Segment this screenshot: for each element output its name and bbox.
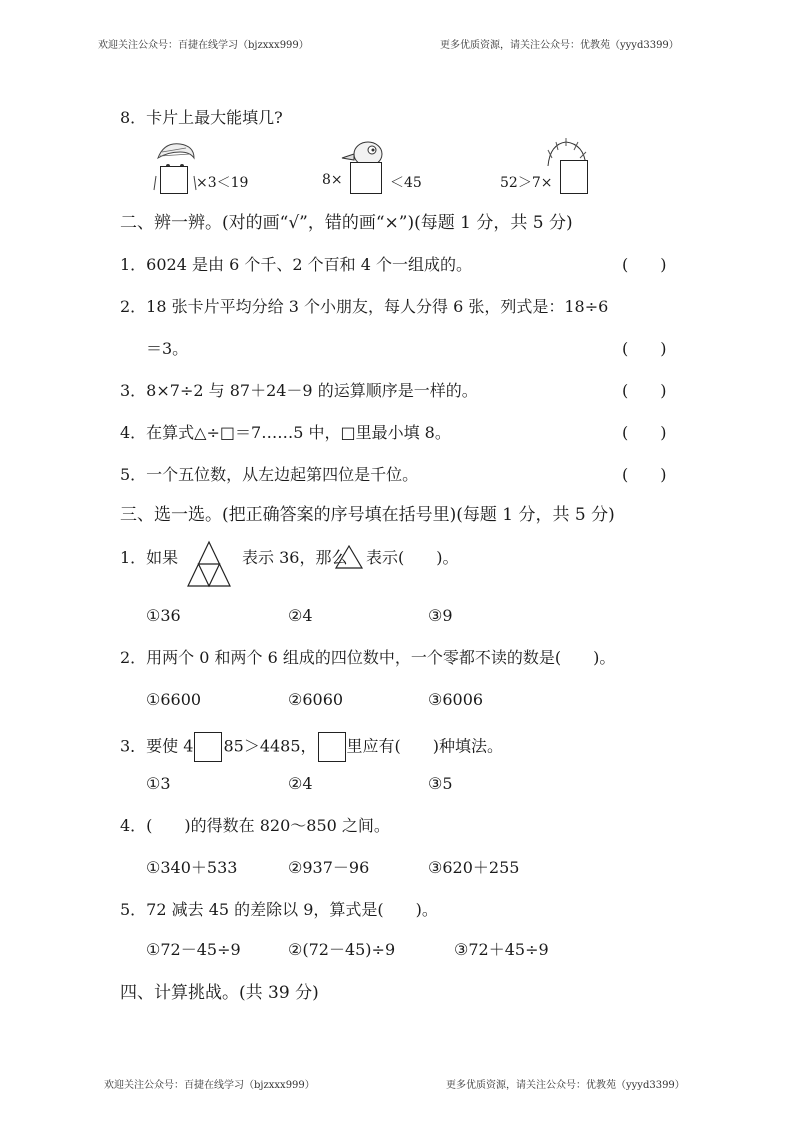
s2-answer-paren-4[interactable]: ( ) xyxy=(622,423,667,442)
s3-q1-option-3[interactable]: ③9 xyxy=(428,606,453,625)
header-left: 欢迎关注公众号：百捷在线学习（bjzxxx999） xyxy=(98,40,309,51)
s2-item-4: 4．在算式△÷□＝7……5 中，□里最小填 8。 xyxy=(120,423,451,442)
s3-q5-option-3[interactable]: ③72＋45÷9 xyxy=(454,940,549,959)
answer-card-box-2[interactable] xyxy=(350,162,382,194)
s2-answer-paren-1[interactable]: ( ) xyxy=(622,255,667,274)
header-right: 更多优质资源，请关注公众号：优教苑（yyyd3399） xyxy=(440,40,679,51)
triangle-grid-icon xyxy=(186,540,232,590)
small-triangle-icon xyxy=(334,544,364,570)
s2-answer-paren-2[interactable]: ( ) xyxy=(622,339,667,358)
s2-answer-paren-5[interactable]: ( ) xyxy=(622,465,667,484)
s3-q3-line xyxy=(120,732,503,762)
footer-right: 更多优质资源，请关注公众号：优教苑（yyyd3399） xyxy=(446,1080,685,1091)
s3-q1-option-1[interactable]: ①36 xyxy=(146,606,181,625)
s3-q5-option-1[interactable]: ①72－45÷9 xyxy=(146,940,241,959)
s2-item-5: 5．一个五位数，从左边起第四位是千位。 xyxy=(120,465,419,484)
s3-q1-part-a: 1．如果 xyxy=(120,548,179,567)
s3-q3-part-a: 3．要使 4 xyxy=(120,736,194,756)
s3-q3-part-c: 里应有( )种填法。 xyxy=(346,736,504,756)
q8-title: 8．卡片上最大能填几? xyxy=(120,108,283,127)
s2-item-1: 1．6024 是由 6 个千、2 个百和 4 个一组成的。 xyxy=(120,255,472,274)
s3-q2-option-3[interactable]: ③6006 xyxy=(428,690,484,709)
s3-q4-option-1[interactable]: ①340＋533 xyxy=(146,858,238,877)
s3-q2-option-2[interactable]: ②6060 xyxy=(288,690,344,709)
s2-item-3: 3．8×7÷2 与 87＋24－9 的运算顺序是一样的。 xyxy=(120,381,478,400)
section-3-title: 三、选一选。(把正确答案的序号填在括号里)(每题 1 分，共 5 分) xyxy=(120,505,615,525)
s3-q2-text: 2．用两个 0 和两个 6 组成的四位数中，一个零都不读的数是( )。 xyxy=(120,648,616,667)
card2-right: ＜45 xyxy=(390,175,422,191)
section-4-title: 四、计算挑战。(共 39 分) xyxy=(120,983,319,1003)
s3-q4-option-3[interactable]: ③620＋255 xyxy=(428,858,520,877)
s3-q3-option-1[interactable]: ①3 xyxy=(146,774,171,793)
s3-q3-option-3[interactable]: ③5 xyxy=(428,774,453,793)
s3-q1-part-c: 表示( )。 xyxy=(366,548,459,567)
digit-box-1[interactable] xyxy=(194,732,222,762)
s3-q1-option-2[interactable]: ②4 xyxy=(288,606,313,625)
s3-q3-option-2[interactable]: ②4 xyxy=(288,774,313,793)
s3-q5-text: 5．72 减去 45 的差除以 9，算式是( )。 xyxy=(120,900,438,919)
card2-left: 8× xyxy=(322,172,343,188)
answer-card-box-3[interactable] xyxy=(560,160,588,194)
footer-left: 欢迎关注公众号：百捷在线学习（bjzxxx999） xyxy=(104,1080,315,1091)
s3-q3-part-b: 85＞4485， xyxy=(223,736,317,756)
s3-q4-text: 4．( )的得数在 820～850 之间。 xyxy=(120,816,390,835)
digit-box-2 xyxy=(318,732,346,762)
s2-item-2-cont: ＝3。 xyxy=(146,339,189,358)
card3-left: 52＞7× xyxy=(500,175,553,191)
s3-q5-option-2[interactable]: ②(72－45)÷9 xyxy=(288,940,396,959)
s3-q1-part-b: 表示 36，那么 xyxy=(242,548,348,567)
section-2-title: 二、辨一辨。(对的画“√”，错的画“×”)(每题 1 分，共 5 分) xyxy=(120,213,573,233)
s2-answer-paren-3[interactable]: ( ) xyxy=(622,381,667,400)
s2-item-2: 2．18 张卡片平均分给 3 个小朋友，每人分得 6 张，列式是：18÷6 xyxy=(120,297,609,316)
answer-card-box-1[interactable] xyxy=(160,166,188,194)
s3-q2-option-1[interactable]: ①6600 xyxy=(146,690,202,709)
s3-q4-option-2[interactable]: ②937－96 xyxy=(288,858,370,877)
card1-expression: ×3＜19 xyxy=(196,175,249,191)
